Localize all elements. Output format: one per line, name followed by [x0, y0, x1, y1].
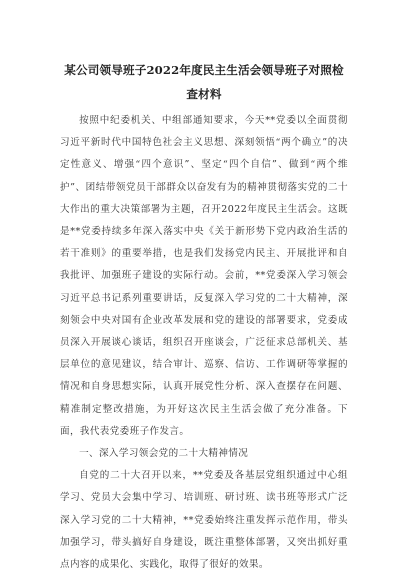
section-heading: 一、深入学习领会党的二十大精神情况 — [79, 448, 249, 460]
document-body — [60, 110, 348, 576]
document-title-line-2: 查材料 — [186, 87, 222, 101]
document-title-line-1: 某公司领导班子2022年度民主生活会领导班子对照检 — [64, 63, 344, 77]
document-title — [60, 58, 348, 106]
intro-paragraph: 按照中纪委机关、中组部通知要求，今天**党委以全面贯彻习近平新时代中国特色社会主义思想、深刻领悟“两个确立”的决定性意义、增强“四个意识”、坚定“四个自信”、做到“两个维护”、团结带领党员干部群众以奋发有为的精神贯彻落实党的二十大作出的重大决策部署为主题，召开2022年度民主生活会。这既是**党委持续多年深入落实中央《关于新形势下党内政治生活的若干准则》的重要举措，也是我们发扬党内民主、开展批评和自我批评、加强班子建设的实际行动。会前，**党委深入学习领会习近平总书记系列重要讲话，反复深入学习党的二十大精神，深刻领会中央对国有企业改革发展和党的建设的部署要求，党委成员深入开展谈心谈话，组织召开座谈会，广泛征求总部机关、基层单位的意见建议，结合审计、巡察、信访、工作调研等掌握的情况和自身思想实际，认真开展党性分析、深入查摆存在问题、精准制定整改措施，为开好这次民主生活会做了充分准备。下面，我代表党委班子作发言。 — [60, 115, 348, 437]
section-paragraph: 自党的二十大召开以来，**党委及各基层党组织通过中心组学习、党员大会集中学习、培训班、研讨班、读书班等形式广泛深入学习党的二十大精神，**党委始终注重发挥示范作用，带头加强学习，带头搞好自身建设，既注重整体部署，又突出抓好重点内容的成果化、实践化，取得了很好的效果。 — [60, 470, 348, 571]
